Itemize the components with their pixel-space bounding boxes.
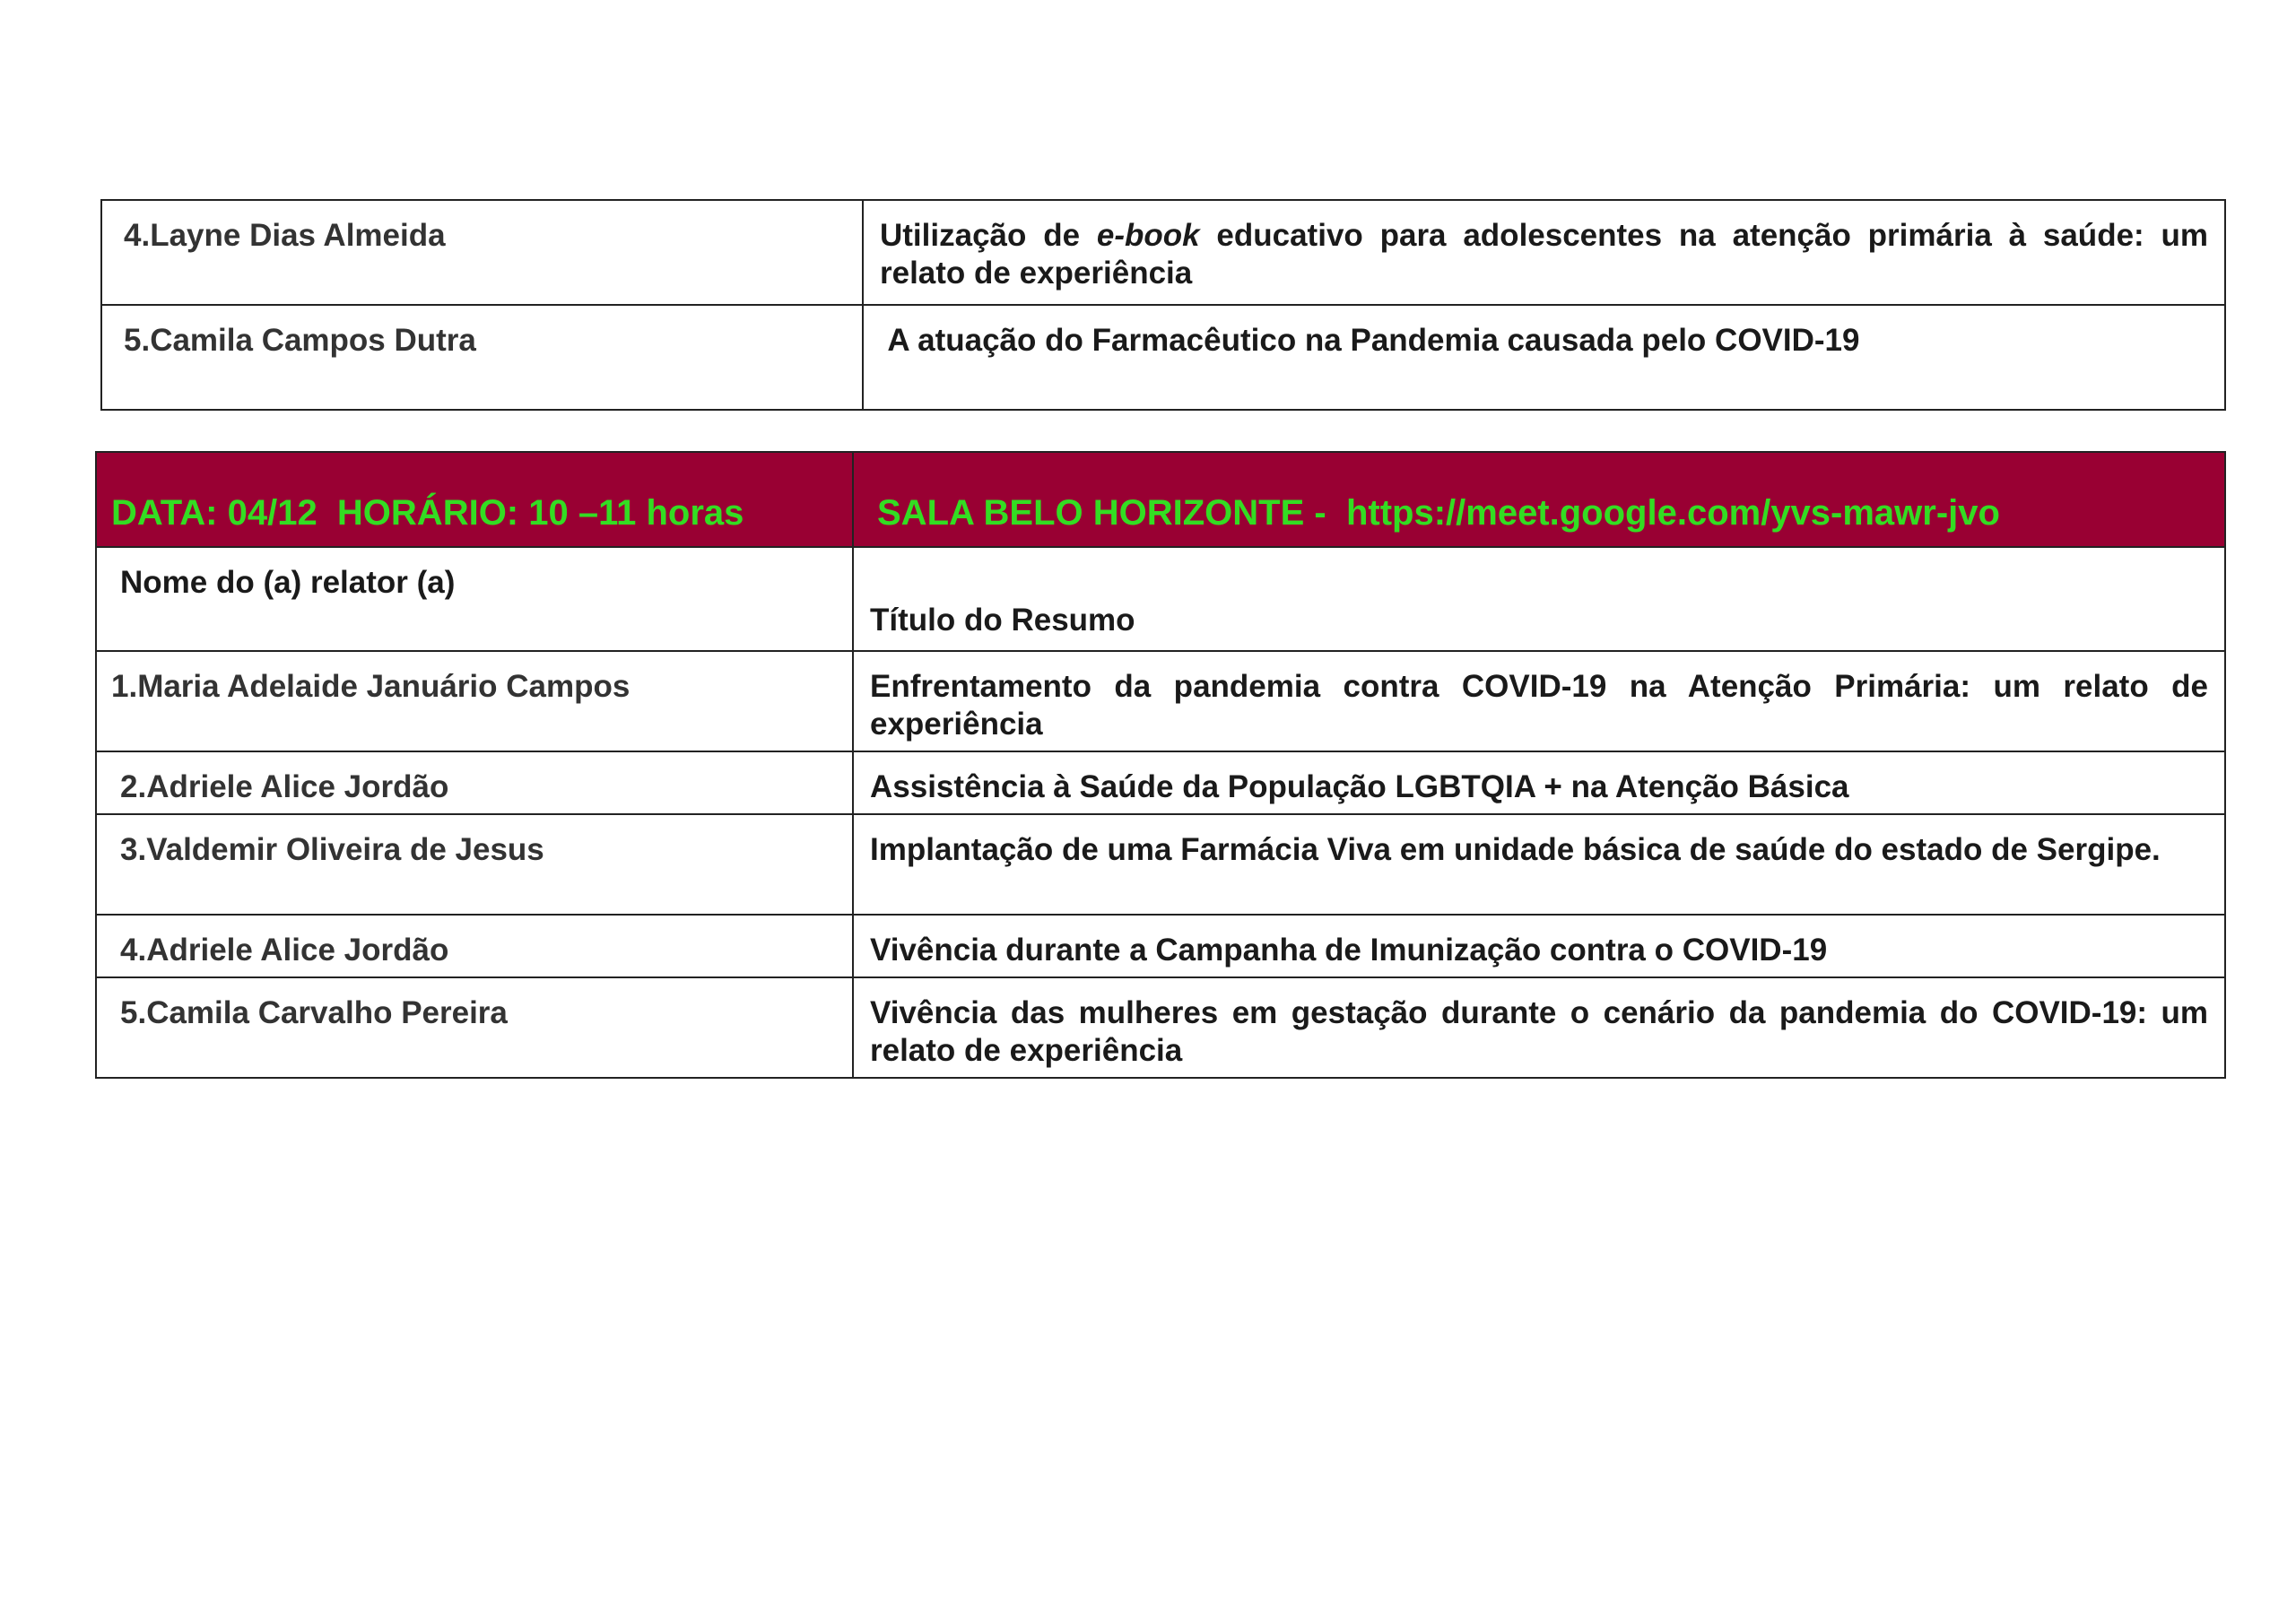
abstract-title: Utilização de e-book educativo para adolescentes na atenção primária à saúde: um relato de experiência bbox=[863, 200, 2225, 305]
abstract-title: Implantação de uma Farmácia Viva em unidade básica de saúde do estado de Sergipe. bbox=[853, 814, 2225, 915]
presentations-table-belo-horizonte bbox=[95, 451, 2226, 1079]
table-row bbox=[96, 814, 2225, 915]
session-header-row bbox=[96, 452, 2225, 547]
column-header-name: Nome do (a) relator (a) bbox=[96, 547, 853, 651]
presenter-name: 5.Camila Campos Dutra bbox=[101, 305, 863, 410]
presenter-name: 4.Layne Dias Almeida bbox=[101, 200, 863, 305]
table-row bbox=[96, 651, 2225, 751]
table-row bbox=[101, 305, 2225, 410]
table-row bbox=[101, 200, 2225, 305]
presenter-name: 4.Adriele Alice Jordão bbox=[96, 915, 853, 977]
presentations-table-continued bbox=[100, 199, 2226, 411]
abstract-title: A atuação do Farmacêutico na Pandemia causada pelo COVID-19 bbox=[863, 305, 2225, 410]
session-room-link[interactable]: SALA BELO HORIZONTE - https://meet.google.com/yvs-mawr-jvo bbox=[853, 452, 2225, 547]
abstract-title: Vivência durante a Campanha de Imunização contra o COVID-19 bbox=[853, 915, 2225, 977]
table-row bbox=[96, 915, 2225, 977]
presenter-name: 1.Maria Adelaide Januário Campos bbox=[96, 651, 853, 751]
presenter-name: 2.Adriele Alice Jordão bbox=[96, 751, 853, 814]
abstract-title: Enfrentamento da pandemia contra COVID-19 na Atenção Primária: um relato de experiência bbox=[853, 651, 2225, 751]
column-headers-row bbox=[96, 547, 2225, 651]
presenter-name: 3.Valdemir Oliveira de Jesus bbox=[96, 814, 853, 915]
table-row bbox=[96, 751, 2225, 814]
presenter-name: 5.Camila Carvalho Pereira bbox=[96, 977, 853, 1078]
abstract-title: Assistência à Saúde da População LGBTQIA + na Atenção Básica bbox=[853, 751, 2225, 814]
column-header-title: Título do Resumo bbox=[853, 547, 2225, 651]
session-date-time: DATA: 04/12 HORÁRIO: 10 –11 horas bbox=[96, 452, 853, 547]
table-row bbox=[96, 977, 2225, 1078]
abstract-title: Vivência das mulheres em gestação durante o cenário da pandemia do COVID-19: um relato de experiência bbox=[853, 977, 2225, 1078]
